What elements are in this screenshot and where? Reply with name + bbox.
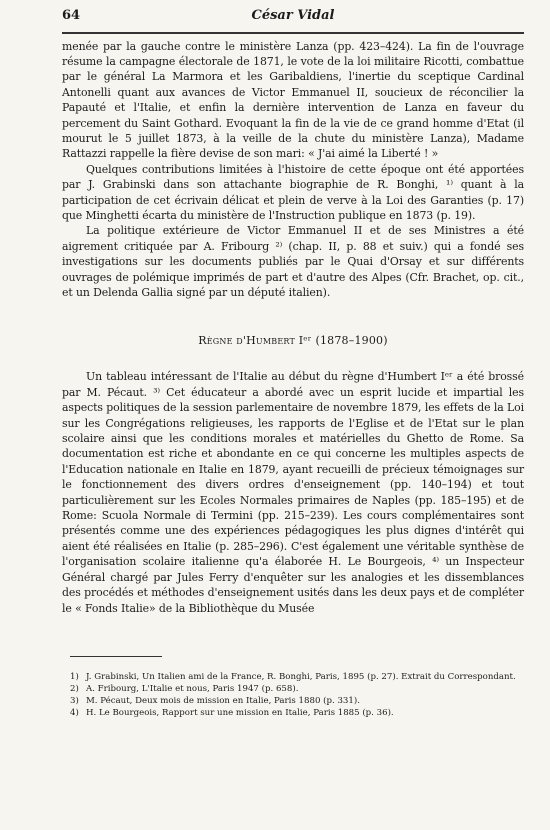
page-header xyxy=(62,8,524,32)
paragraph-4: Un tableau intéressant de l'Italie au début du règne d'Humbert Iᵉʳ a été brossé par M. Pécaut. ³⁾ Cet éducateur a abordé avec un esprit lucide et impartial les aspects politiques de la session parlementaire de novembre 1879, les effets de la Loi sur les Congrégations religieuses, les rapports de l'Eglise et de l'Etat sur le plan scolaire ainsi que les conditions morales et matérielles du Ghetto de Rome. Sa documentation est riche et abondante en ce qui concerne les multiples aspects de l'Education nationale en Italie en 1879, ayant recueilli de précieux témoignages sur le fonctionnement des divers ordres d'enseignement (pp. 140–194) et tout particulièrement sur les Ecoles Normales primaires de Naples (pp. 185–195) et de Rome: Scuola Normale di Termini (pp. 215–239). Les cours complémentaires sont présentés comme une des expériences pédagogiques les plus dignes d'intérêt qui aient été réalisées en Italie (p. 285–296). C'est également une véritable synthèse de l'organisation scolaire italienne qu'a élaborée H. Le Bourgeois, ⁴⁾ un Inspecteur Général chargé par Jules Ferry d'enquêter sur les analogies et les dissemblances des procédés et méthodes d'enseignement usités dans les deux pays et de compléter le « Fonds Italie» de la Bibliothèque du Musée xyxy=(62,370,524,615)
footnote-number: 1) xyxy=(70,671,79,682)
footnote-number: 2) xyxy=(70,683,79,694)
footnote-text: A. Fribourg, L'Italie et nous, Paris 1947 (p. 658). xyxy=(86,683,299,694)
footnote-text: M. Pécaut, Deux mois de mission en Italie, Paris 1880 (p. 331). xyxy=(86,695,360,706)
footnote-4 xyxy=(70,707,524,719)
header-rule xyxy=(62,32,524,34)
footnote-text: H. Le Bourgeois, Rapport sur une mission en Italie, Paris 1885 (p. 36). xyxy=(86,707,394,718)
footnote-3 xyxy=(70,695,524,707)
document-page xyxy=(62,8,524,719)
section-title-years: (1878–1900) xyxy=(315,334,388,348)
paragraph-1: menée par la gauche contre le ministère Lanza (pp. 423–424). La fin de l'ouvrage résume la campagne électorale de 1871, le vote de la loi militaire Ricotti, combattue par le général La Marmora et les Garibaldiens, l'inertie du sceptique Cardinal Antonelli quant aux avances de Victor Emmanuel II, soucieux de réconcilier la Papauté et l'Italie, et enfin la dernière intervention de Lanza en faveur du percement du Saint Gothard. Evoquant la fin de la vie de ce grand homme d'Etat (il mourut le 5 juillet 1873, à la veille de la chute du ministère Lanza), Madame Rattazzi rappelle la fière devise de son mari: « J'ai aimé la Liberté ! » xyxy=(62,39,524,161)
footnotes xyxy=(62,671,524,719)
section-title-numeral: Iᵉʳ xyxy=(298,334,312,348)
footnote-number: 4) xyxy=(70,707,79,718)
running-title: César Vidal xyxy=(251,8,335,23)
section-title-prefix: Règne d'Humbert xyxy=(198,334,296,348)
section-title xyxy=(62,334,524,347)
page-number: 64 xyxy=(62,8,81,23)
footnote-text: J. Grabinski, Un Italien ami de la France, R. Bonghi, Paris, 1895 (p. 27). Extrait du Correspondant. xyxy=(86,671,516,682)
footnote-number: 3) xyxy=(70,695,79,706)
paragraph-2: Quelques contributions limitées à l'histoire de cette époque ont été apportées par J. Grabinski dans son attachante biographie de R. Bonghi, ¹⁾ quant à la participation de cet écrivain délicat et plein de verve à la Loi des Garanties (p. 17) que Minghetti écarta du ministère de l'Instruction publique en 1873 (p. 19). xyxy=(62,162,524,222)
paragraph-3: La politique extérieure de Victor Emmanuel II et de ses Ministres a été aigrement critiquée par A. Fribourg ²⁾ (chap. II, p. 88 et suiv.) qui a fondé ses investigations sur les documents publiés par le Quai d'Orsay et sur différents ouvrages de polémique imprimés de part et d'autre des Alpes (Cfr. Brachet, op. cit., et un Delenda Gallia signé par un député italien). xyxy=(62,224,524,299)
footnote-2 xyxy=(70,683,524,695)
footnote-1 xyxy=(70,671,524,683)
footnote-rule xyxy=(70,656,162,657)
